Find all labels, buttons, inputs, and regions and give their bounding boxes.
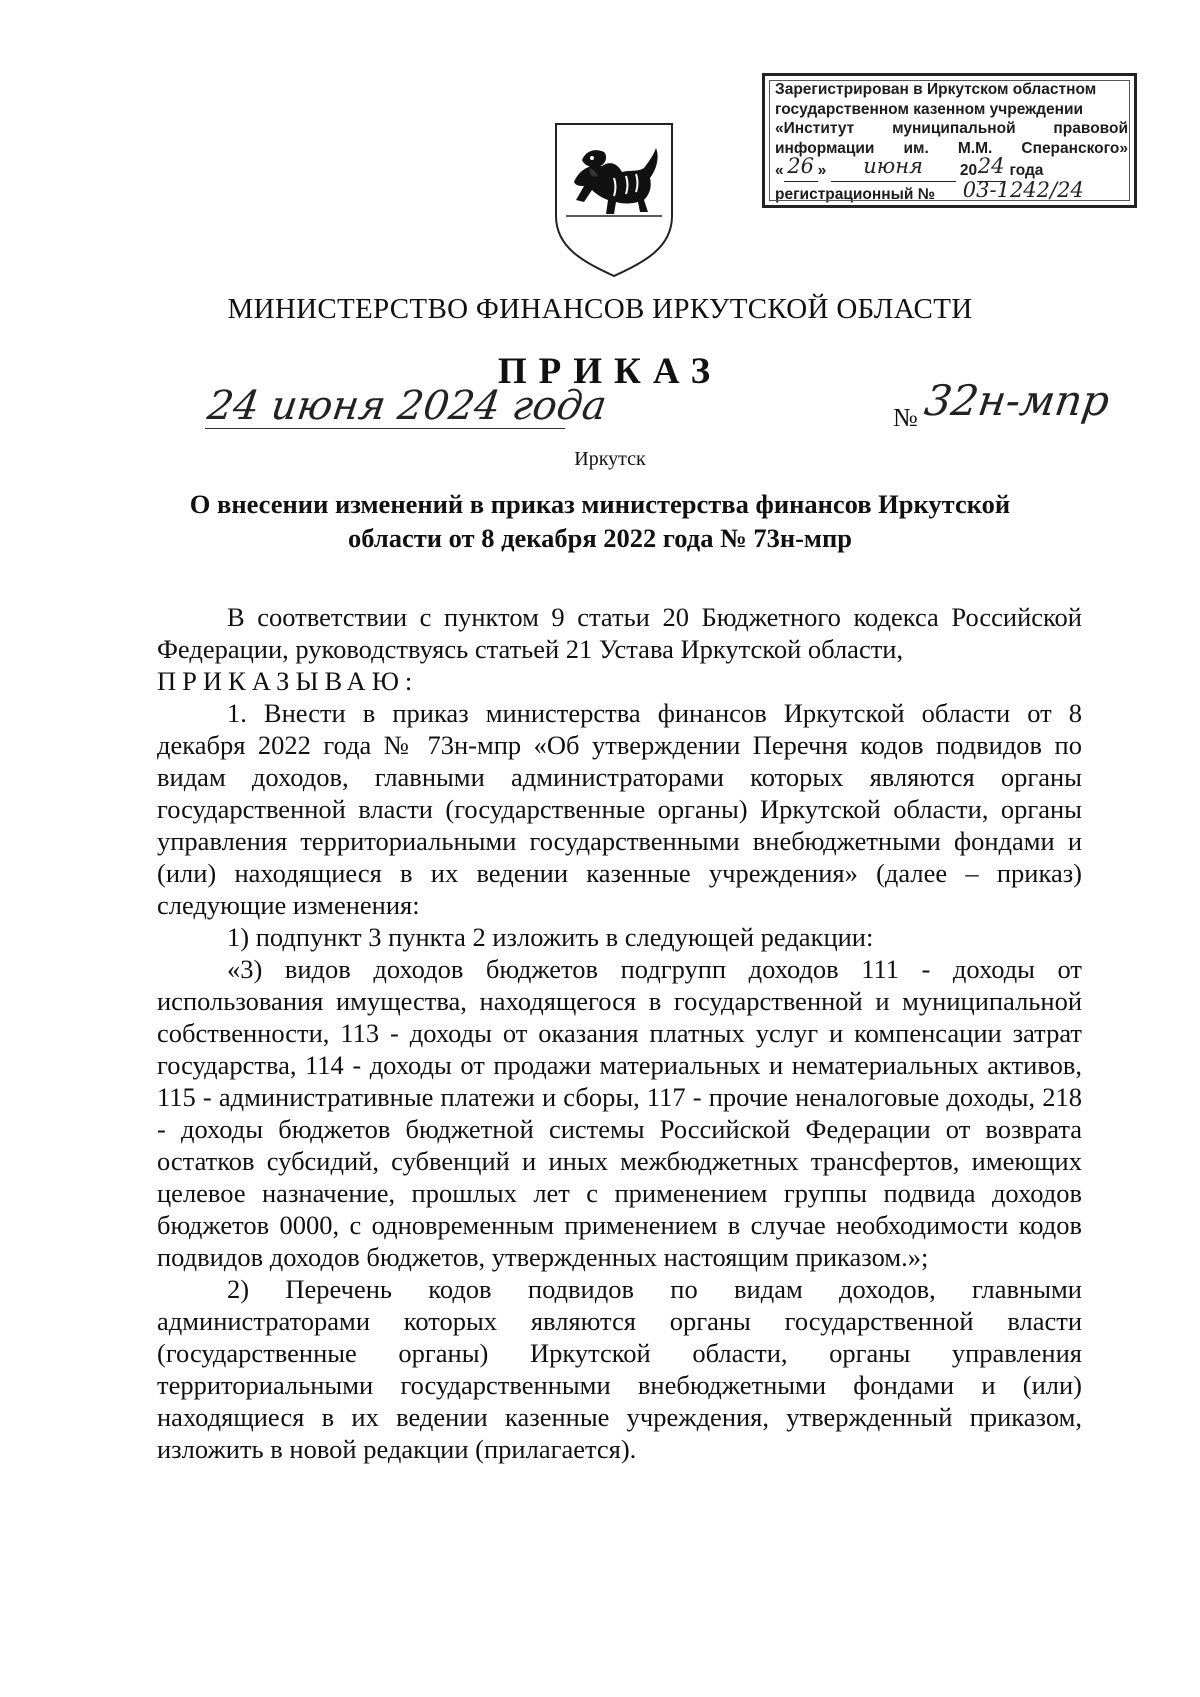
stamp-line-2: государственном казенном учреждении (775, 100, 1084, 118)
registration-stamp (762, 73, 1137, 208)
subitem-2-paragraph: 2) Перечень кодов подвидов по видам доходов, главными администраторами которых являются органы государственной власти (государственные органы) Иркутской области, органы управления территориальными государственными внебюджетными фондами и (или) находящиеся в их ведении казенные учреждения, утвержденный приказом, изложить в новой редакции (прилагается). (157, 1274, 1082, 1464)
order-number-label: № (893, 403, 918, 432)
stamp-month: июня (863, 154, 923, 178)
stamp-line-1: Зарегистрирован в Иркутском областном (775, 81, 1097, 98)
stamp-close-quote: » (817, 162, 827, 179)
subitem-1-paragraph: 1) подпункт 3 пункта 2 изложить в следующей редакции: (227, 922, 874, 952)
stamp-reg-label: регистрационный № (775, 186, 935, 203)
stamp-year-prefix: 20 (959, 162, 978, 179)
quoted-paragraph: «3) видов доходов бюджетов подгрупп доходов 111 - доходы от использования имущества, находящегося в государственной и муниципальной собственности, 113 - доходы от оказания платных услуг и компенсации затрат государства, 114 - доходы от продажи материальных и нематериальных активов, 115 - административные платежи и сборы, 117 - прочие неналоговые доходы, 218 - доходы бюджетов бюджетной системы Российской Федерации от возврата остатков субсидий, субвенций и иных межбюджетных трансфертов, имеющих целевое назначение, прошлых лет с применением группы подвида доходов бюджетов 0000, с одновременным применением в случае необходимости кодов подвидов доходов бюджетов, утвержденных настоящим приказом.»; (157, 954, 1082, 1272)
stamp-reg-line (775, 178, 1128, 206)
stamp-line-4: информации им. М.М. Сперанского» (775, 139, 1128, 157)
stamp-year-suffix: 24 (977, 154, 1005, 178)
order-number: 32н-мпр (921, 376, 1113, 425)
coat-of-arms-icon (552, 120, 676, 278)
order-subject (150, 487, 1050, 555)
date-underline (205, 428, 565, 429)
stamp-reg-number: 03-1242/24 (962, 178, 1084, 202)
preamble-paragraph: В соответствии с пунктом 9 статьи 20 Бюджетного кодекса Российской Федерации, руководствуясь статьей 21 Устава Иркутской области, (157, 602, 1082, 664)
subject-line-1: О внесении изменений в приказ министерства финансов Иркутской (189, 489, 1011, 519)
stamp-open-quote: « (775, 162, 784, 179)
order-body (157, 601, 1082, 1465)
ministry-name: МИНИСТЕРСТВО ФИНАНСОВ ИРКУТСКОЙ ОБЛАСТИ (227, 293, 973, 325)
city: Иркутск (574, 448, 646, 470)
subject-line-2: области от 8 декабря 2022 года № 73н-мпр (348, 523, 852, 553)
item-1-paragraph: 1. Внести в приказ министерства финансов Иркутской области от 8 декабря 2022 года № 73н-мпр «Об утверждении Перечня кодов подвидов по видам доходов, главными администраторами которых являются органы государственной власти (государственные органы) Иркутской области, органы управления территориальными государственными внебюджетными фондами и (или) находящиеся в их ведении казенные учреждения» (далее – приказ) следующие изменения: (157, 698, 1082, 920)
order-word: ПРИКАЗЫВАЮ: (157, 666, 419, 696)
stamp-line-3: «Институт муниципальной правовой (775, 120, 1128, 137)
order-title: ПРИКАЗ (497, 351, 723, 392)
stamp-day: 26 (787, 154, 814, 178)
order-date: 24 июня 2024 года (204, 383, 610, 429)
stamp-year-word: года (1009, 162, 1044, 179)
